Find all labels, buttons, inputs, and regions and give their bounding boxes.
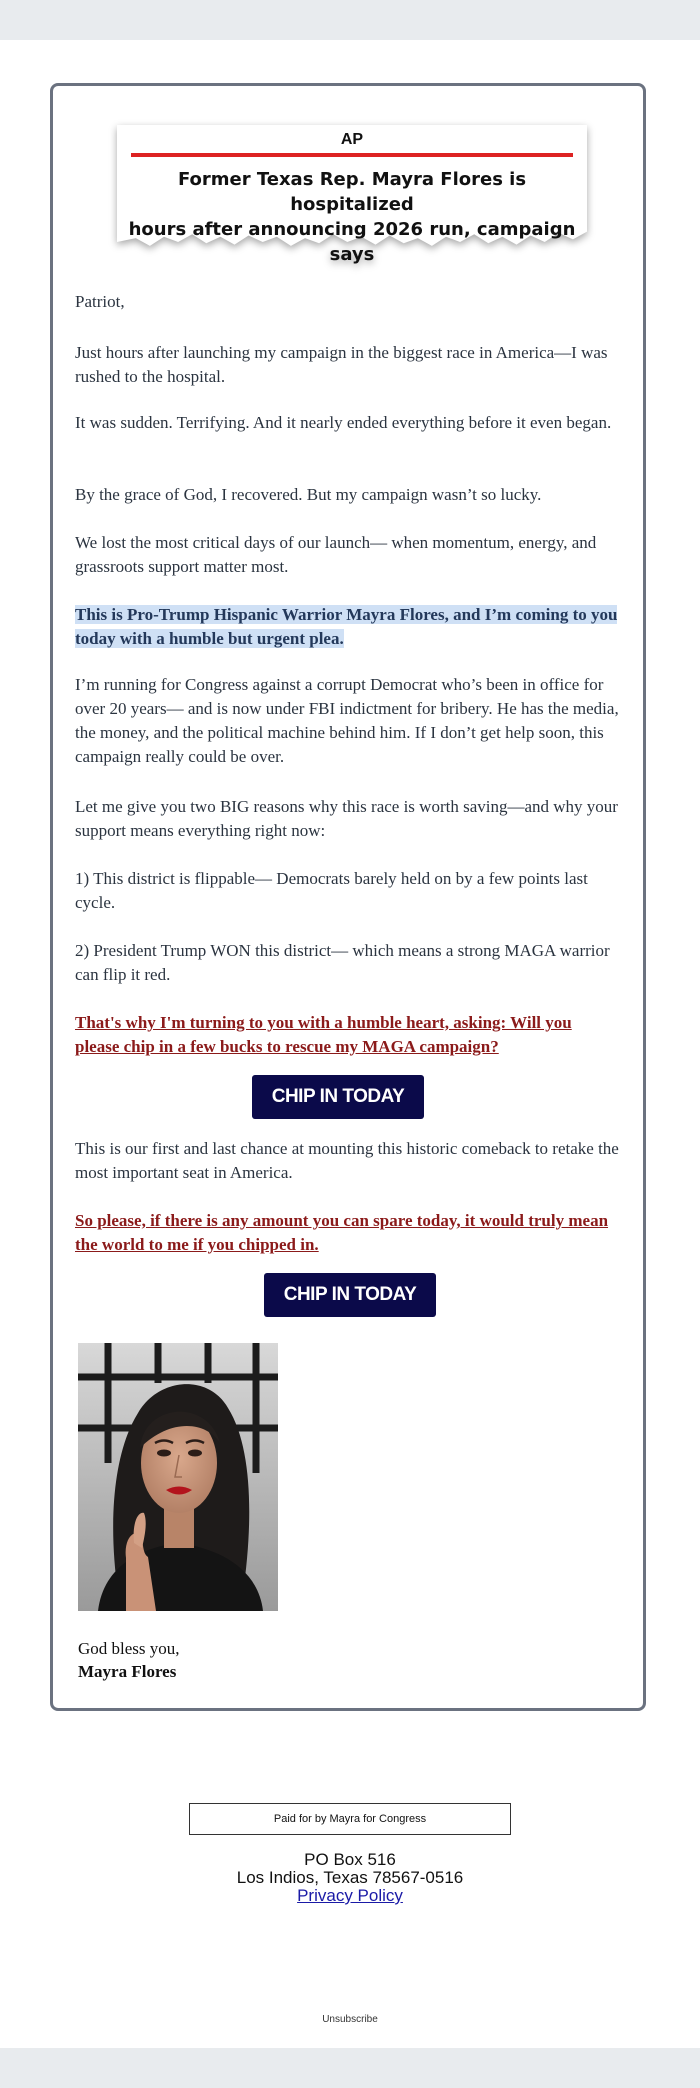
ap-news-clipping [117,125,587,265]
ap-headline-line1: Former Texas Rep. Mayra Flores is hospitalized [177,169,527,215]
paid-for-disclaimer: Paid for by Mayra for Congress [189,1803,511,1835]
signature-name: Mayra Flores [78,1662,177,1681]
bottom-band [0,2048,700,2088]
chip-in-button-1[interactable]: CHIP IN TODAY [252,1075,424,1119]
donate-link-1-wrap [75,1011,620,1059]
paragraph-1: Just hours after launching my campaign in the biggest race in America—I was rushed to the hospital. [75,343,608,386]
donate-link-1[interactable]: That's why I'm turning to you with a humble heart, asking: Will you please chip in a few bucks to rescue my MAGA campaign? [75,1013,572,1056]
ap-logo: AP [340,131,364,148]
paragraph-3: By the grace of God, I recovered. But my campaign wasn’t so lucky. [75,485,542,504]
ap-headline [117,167,587,267]
donate-link-2-wrap [75,1209,620,1257]
paragraph-6: I’m running for Congress against a corrupt Democrat who’s been in office for over 20 years— and is now under FBI indictment for bribery. He has the media, the money, and the political machine behind him. If I don’t get help soon, this campaign really could be over. [75,675,619,766]
paragraph-4: We lost the most critical days of our launch— when momentum, energy, and grassroots support matter most. [75,533,597,576]
chip-in-button-2[interactable]: CHIP IN TODAY [264,1273,436,1317]
paragraph-reason-1: 1) This district is flippable— Democrats barely held on by a few points last cycle. [75,869,588,912]
address-line-2: Los Indios, Texas 78567-0516 [236,1868,464,1887]
closing: God bless you, [78,1639,180,1658]
highlighted-plea: This is Pro-Trump Hispanic Warrior Mayra Flores, and I’m coming to you today with a humble but urgent plea. [75,605,618,648]
ap-headline-line2: hours after announcing 2026 run, campaign says [128,219,576,265]
greeting: Patriot, [75,292,125,311]
top-band [0,0,700,40]
privacy-policy-link[interactable]: Privacy Policy [297,1886,403,1905]
paragraph-10: This is our first and last chance at mounting this historic comeback to retake the most important seat in America. [75,1139,619,1182]
paragraph-7: Let me give you two BIG reasons why this race is worth saving—and why your support means everything right now: [75,797,618,840]
address-line-1: PO Box 516 [304,1850,396,1869]
candidate-photo [78,1343,278,1611]
donate-link-2[interactable]: So please, if there is any amount you can spare today, it would truly mean the world to me if you chipped in. [75,1211,609,1254]
unsubscribe-link[interactable]: Unsubscribe [322,2014,378,2025]
mailing-address [0,1851,700,1905]
ap-red-rule [131,153,573,157]
paragraph-2: It was sudden. Terrifying. And it nearly ended everything before it even began. [75,413,612,432]
paragraph-reason-2: 2) President Trump WON this district— which means a strong MAGA warrior can flip it red. [75,941,610,984]
paragraph-highlight [75,603,620,651]
signoff [78,1637,180,1683]
